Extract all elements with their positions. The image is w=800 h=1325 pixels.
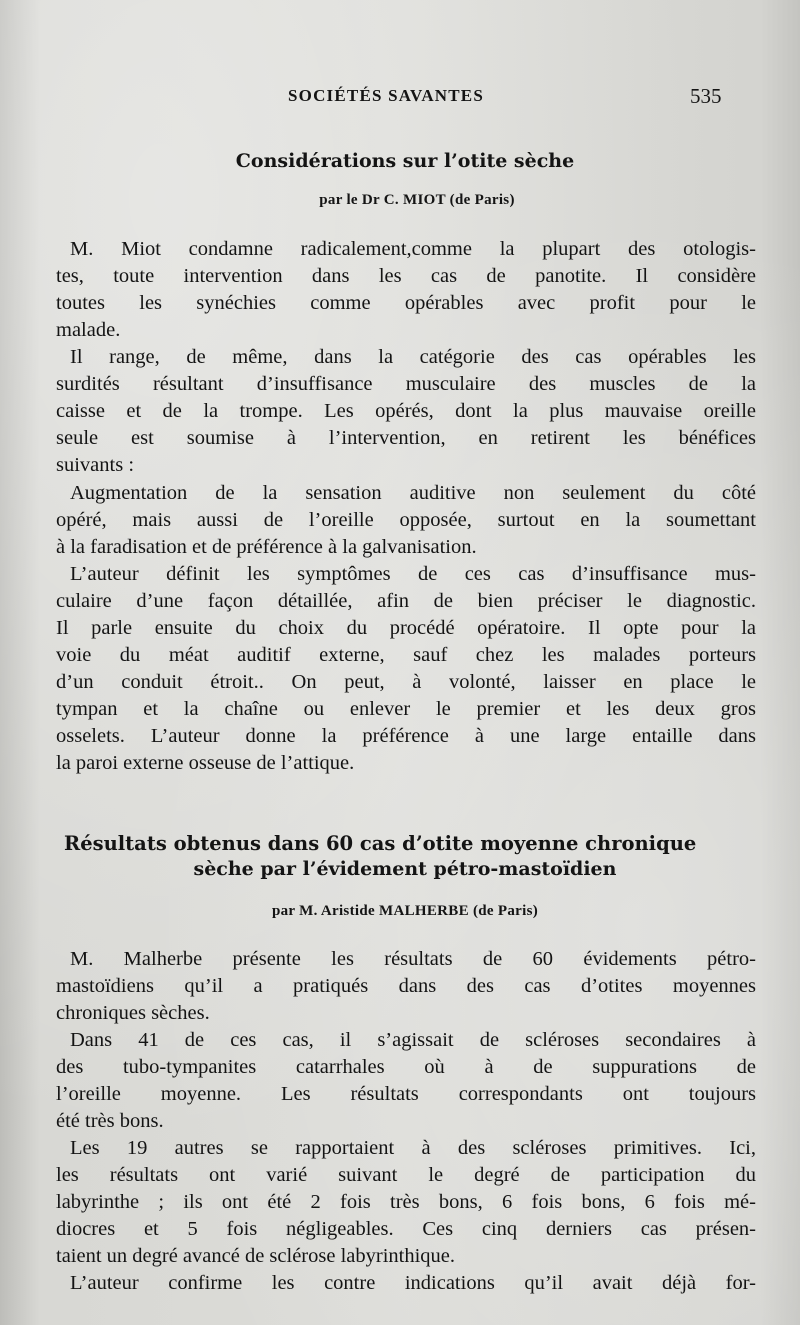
text-line: tympan et la chaîne ou enlever le premier et les deux gros (56, 698, 756, 720)
text-line: caisse et de la trompe. Les opérés, dont la plus mauvaise oreille (56, 400, 756, 422)
running-title: SOCIÉTÉS SAVANTES (288, 86, 485, 105)
text-line: L’auteur confirme les contre indications qu’il avait déjà for- (70, 1272, 756, 1294)
text-line: M. Malherbe présente les résultats de 60 évidements pétro- (70, 948, 756, 970)
article-2-byline: par M. Aristide MALHERBE (de Paris) (271, 903, 539, 919)
text-line: voie du méat auditif externe, sauf chez les malades porteurs (56, 644, 756, 666)
text-line: taient un degré avancé de sclérose labyrinthique. (56, 1245, 456, 1267)
text-line: seule est soumise à l’intervention, en retirent les bénéfices (56, 427, 756, 449)
text-line: toutes les synéchies comme opérables avec profit pour le (56, 292, 756, 314)
article-2-title-line-1: Résultats obtenus dans 60 cas d’otite moyenne chronique (64, 832, 697, 855)
article-1-byline: par le Dr C. MIOT (de Paris) (319, 192, 515, 208)
text-line: malade. (56, 319, 121, 341)
text-line: Augmentation de la sensation auditive non seulement du côté (70, 482, 756, 504)
text-line: l’oreille moyenne. Les résultats correspondants ont toujours (56, 1083, 756, 1105)
text-line: à la faradisation et de préférence à la galvanisation. (56, 536, 477, 558)
text-line: L’auteur définit les symptômes de ces cas d’insuffisance mus- (70, 563, 756, 585)
text-line: mastoïdiens qu’il a pratiqués dans des cas d’otites moyennes (56, 975, 756, 997)
text-line: Il parle ensuite du choix du procédé opératoire. Il opte pour la (56, 617, 756, 639)
text-line: labyrinthe ; ils ont été 2 fois très bons, 6 fois bons, 6 fois mé- (56, 1191, 756, 1213)
text-line: des tubo-tympanites catarrhales où à de suppurations de (56, 1056, 756, 1078)
text-line: opéré, mais aussi de l’oreille opposée, surtout en la soumettant (56, 509, 756, 531)
text-line: culaire d’une façon détaillée, afin de bien préciser le diagnostic. (56, 590, 756, 612)
text-line: M. Miot condamne radicalement,comme la plupart des otologis- (70, 238, 756, 260)
article-2-title-line-2: sèche par l’évidement pétro-mastoïdien (193, 858, 617, 880)
text-line: Il range, de même, dans la catégorie des cas opérables les (70, 346, 756, 368)
text-line: osselets. L’auteur donne la préférence à une large entaille dans (56, 725, 756, 747)
text-line: surdités résultant d’insuffisance musculaire des muscles de la (56, 373, 756, 395)
text-line: d’un conduit étroit.. On peut, à volonté, laisser en place le (56, 671, 756, 693)
text-line: diocres et 5 fois négligeables. Ces cinq derniers cas présen- (56, 1218, 756, 1240)
text-line: les résultats ont varié suivant le degré de participation du (56, 1164, 756, 1186)
text-line: suivants : (56, 454, 135, 476)
text-line: Dans 41 de ces cas, il s’agissait de scléroses secondaires à (70, 1029, 756, 1051)
page-number: 535 (690, 84, 722, 108)
text-line: Les 19 autres se rapportaient à des scléroses primitives. Ici, (70, 1137, 756, 1159)
text-line: chroniques sèches. (56, 1002, 210, 1024)
text-line: tes, toute intervention dans les cas de panotite. Il considère (56, 265, 756, 287)
article-1-title: Considérations sur l’otite sèche (235, 150, 575, 172)
running-head (0, 86, 800, 116)
text-line: la paroi externe osseuse de l’attique. (56, 752, 355, 774)
text-line: été très bons. (56, 1110, 164, 1132)
